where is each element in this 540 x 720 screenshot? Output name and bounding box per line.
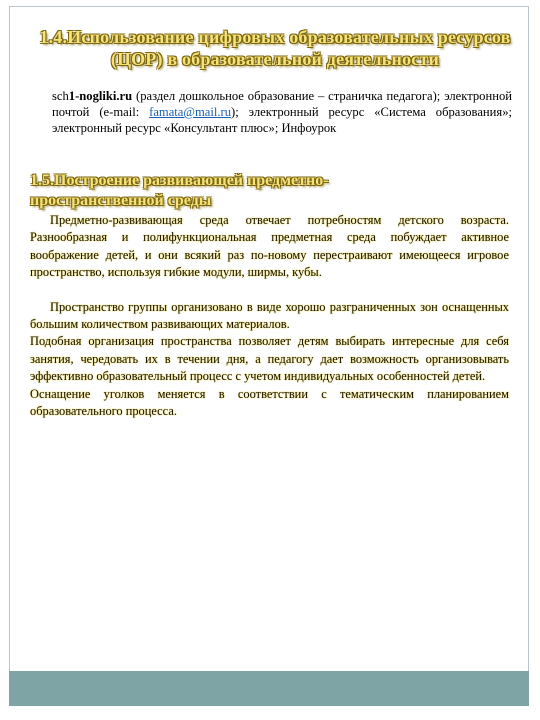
paragraph-3: Подобная организация пространства позволяет детям выбирать интересные для себя занятия, чередовать их в течении дня, а педагогу дает возможность организовывать эффективно образовательный процесс с учетом индивидуальных особенностей детей. (30, 334, 509, 384)
paragraph-4: Оснащение уголков меняется в соответствии с тематическим планированием образовательного процесса. (30, 386, 509, 419)
site-note: (раздел дошкольное образование – страничка педагога); электронной почтой (e-mail: (52, 89, 512, 119)
paragraph-2: Пространство группы организовано в виде хорошо разграниченных зон оснащенных большим количеством развивающих материалов. (30, 299, 509, 332)
paragraph-1: Предметно-развивающая среда отвечает потребностям детского возраста. Разнообразная и полифункциональная предметная среда побуждает активное воображение детей, и они всякий раз по-новому перестраивают имеющееся игровое пространство, используя гибкие модули, ширмы, кубы. (30, 213, 509, 280)
footer-band (9, 671, 529, 706)
resources-rest: ); электронный ресурс «Система образования»; электронный ресурс «Консультант плюс»; Инфоурок (52, 105, 512, 135)
site-prefix: sch (52, 89, 69, 103)
section-heading: 1.5.Построение развивающей предметно-пространственной среды (30, 172, 329, 209)
paragraph-gap (30, 282, 509, 299)
resources-paragraph (52, 88, 512, 136)
section-body (30, 212, 509, 420)
site-name: 1-nogliki.ru (68, 89, 133, 103)
email-link[interactable]: famata@mail.ru (149, 105, 232, 119)
page-title: 1.4.Использование цифровых образовательных ресурсов (ЦОР) в образовательной деятельности (39, 27, 511, 69)
